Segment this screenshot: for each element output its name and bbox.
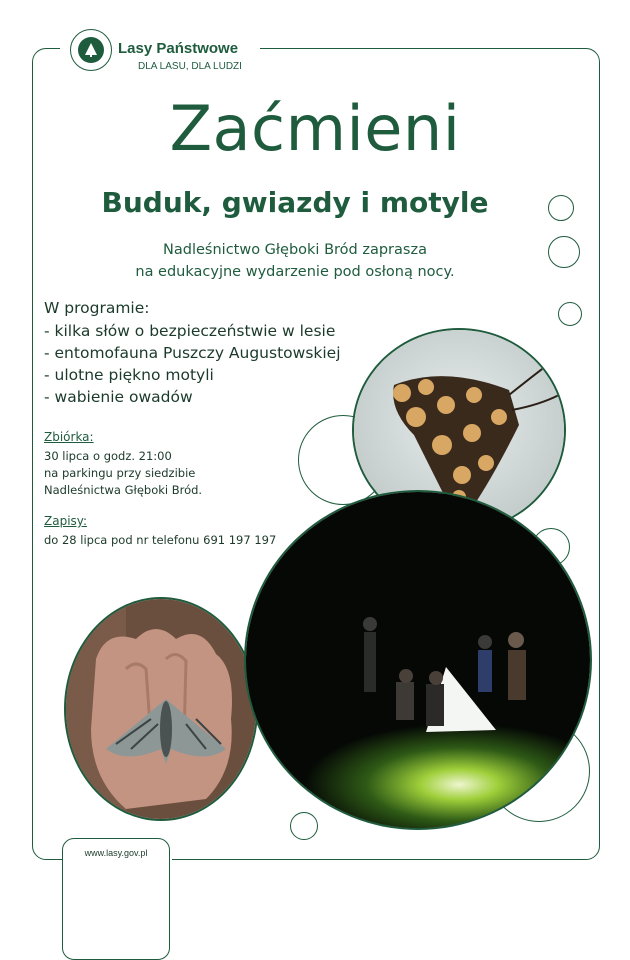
- decorative-circle: [548, 236, 580, 268]
- meeting-label: Zbiórka:: [44, 430, 94, 444]
- program-item: - wabienie owadów: [44, 388, 193, 406]
- decorative-circle: [548, 195, 574, 221]
- program-item: - kilka słów o bezpieczeństwie w lesie: [44, 322, 336, 340]
- intro-line-1: Nadleśnictwo Głęboki Bród zaprasza: [163, 242, 427, 258]
- page-title: Zaćmieni: [169, 92, 461, 165]
- signup-text: do 28 lipca pod nr telefonu 691 197 197: [44, 533, 277, 547]
- intro-line-2: na edukacyjne wydarzenie pod osłoną nocy.: [135, 264, 455, 280]
- decorative-circle: [558, 302, 582, 326]
- meeting-line: na parkingu przy siedzibie: [44, 466, 196, 480]
- meeting-line: 30 lipca o godz. 21:00: [44, 449, 172, 463]
- program-item: - entomofauna Puszczy Augustowskiej: [44, 344, 341, 362]
- hand-moth-photo: [64, 597, 258, 821]
- decorative-circle: [290, 812, 318, 840]
- footer-url[interactable]: www.lasy.gov.pl: [84, 848, 148, 858]
- lasy-panstwowe-logo-icon: [70, 29, 112, 71]
- footer-tab: [62, 838, 170, 960]
- program-item: - ulotne piękno motyli: [44, 366, 214, 384]
- page-subtitle: Buduk, gwiazdy i motyle: [101, 186, 489, 219]
- signup-label: Zapisy:: [44, 514, 88, 528]
- intro-text: [0, 239, 590, 283]
- logo-emblem-icon: [76, 35, 106, 65]
- night-event-photo: [244, 490, 592, 830]
- meeting-line: Nadleśnictwa Głęboki Bród.: [44, 483, 203, 497]
- meeting-details: [44, 448, 202, 499]
- brand-name: Lasy Państwowe: [118, 40, 239, 57]
- program-list: [44, 320, 341, 408]
- program-heading: W programie:: [44, 299, 150, 317]
- brand-tagline: DLA LASU, DLA LUDZI: [138, 61, 242, 72]
